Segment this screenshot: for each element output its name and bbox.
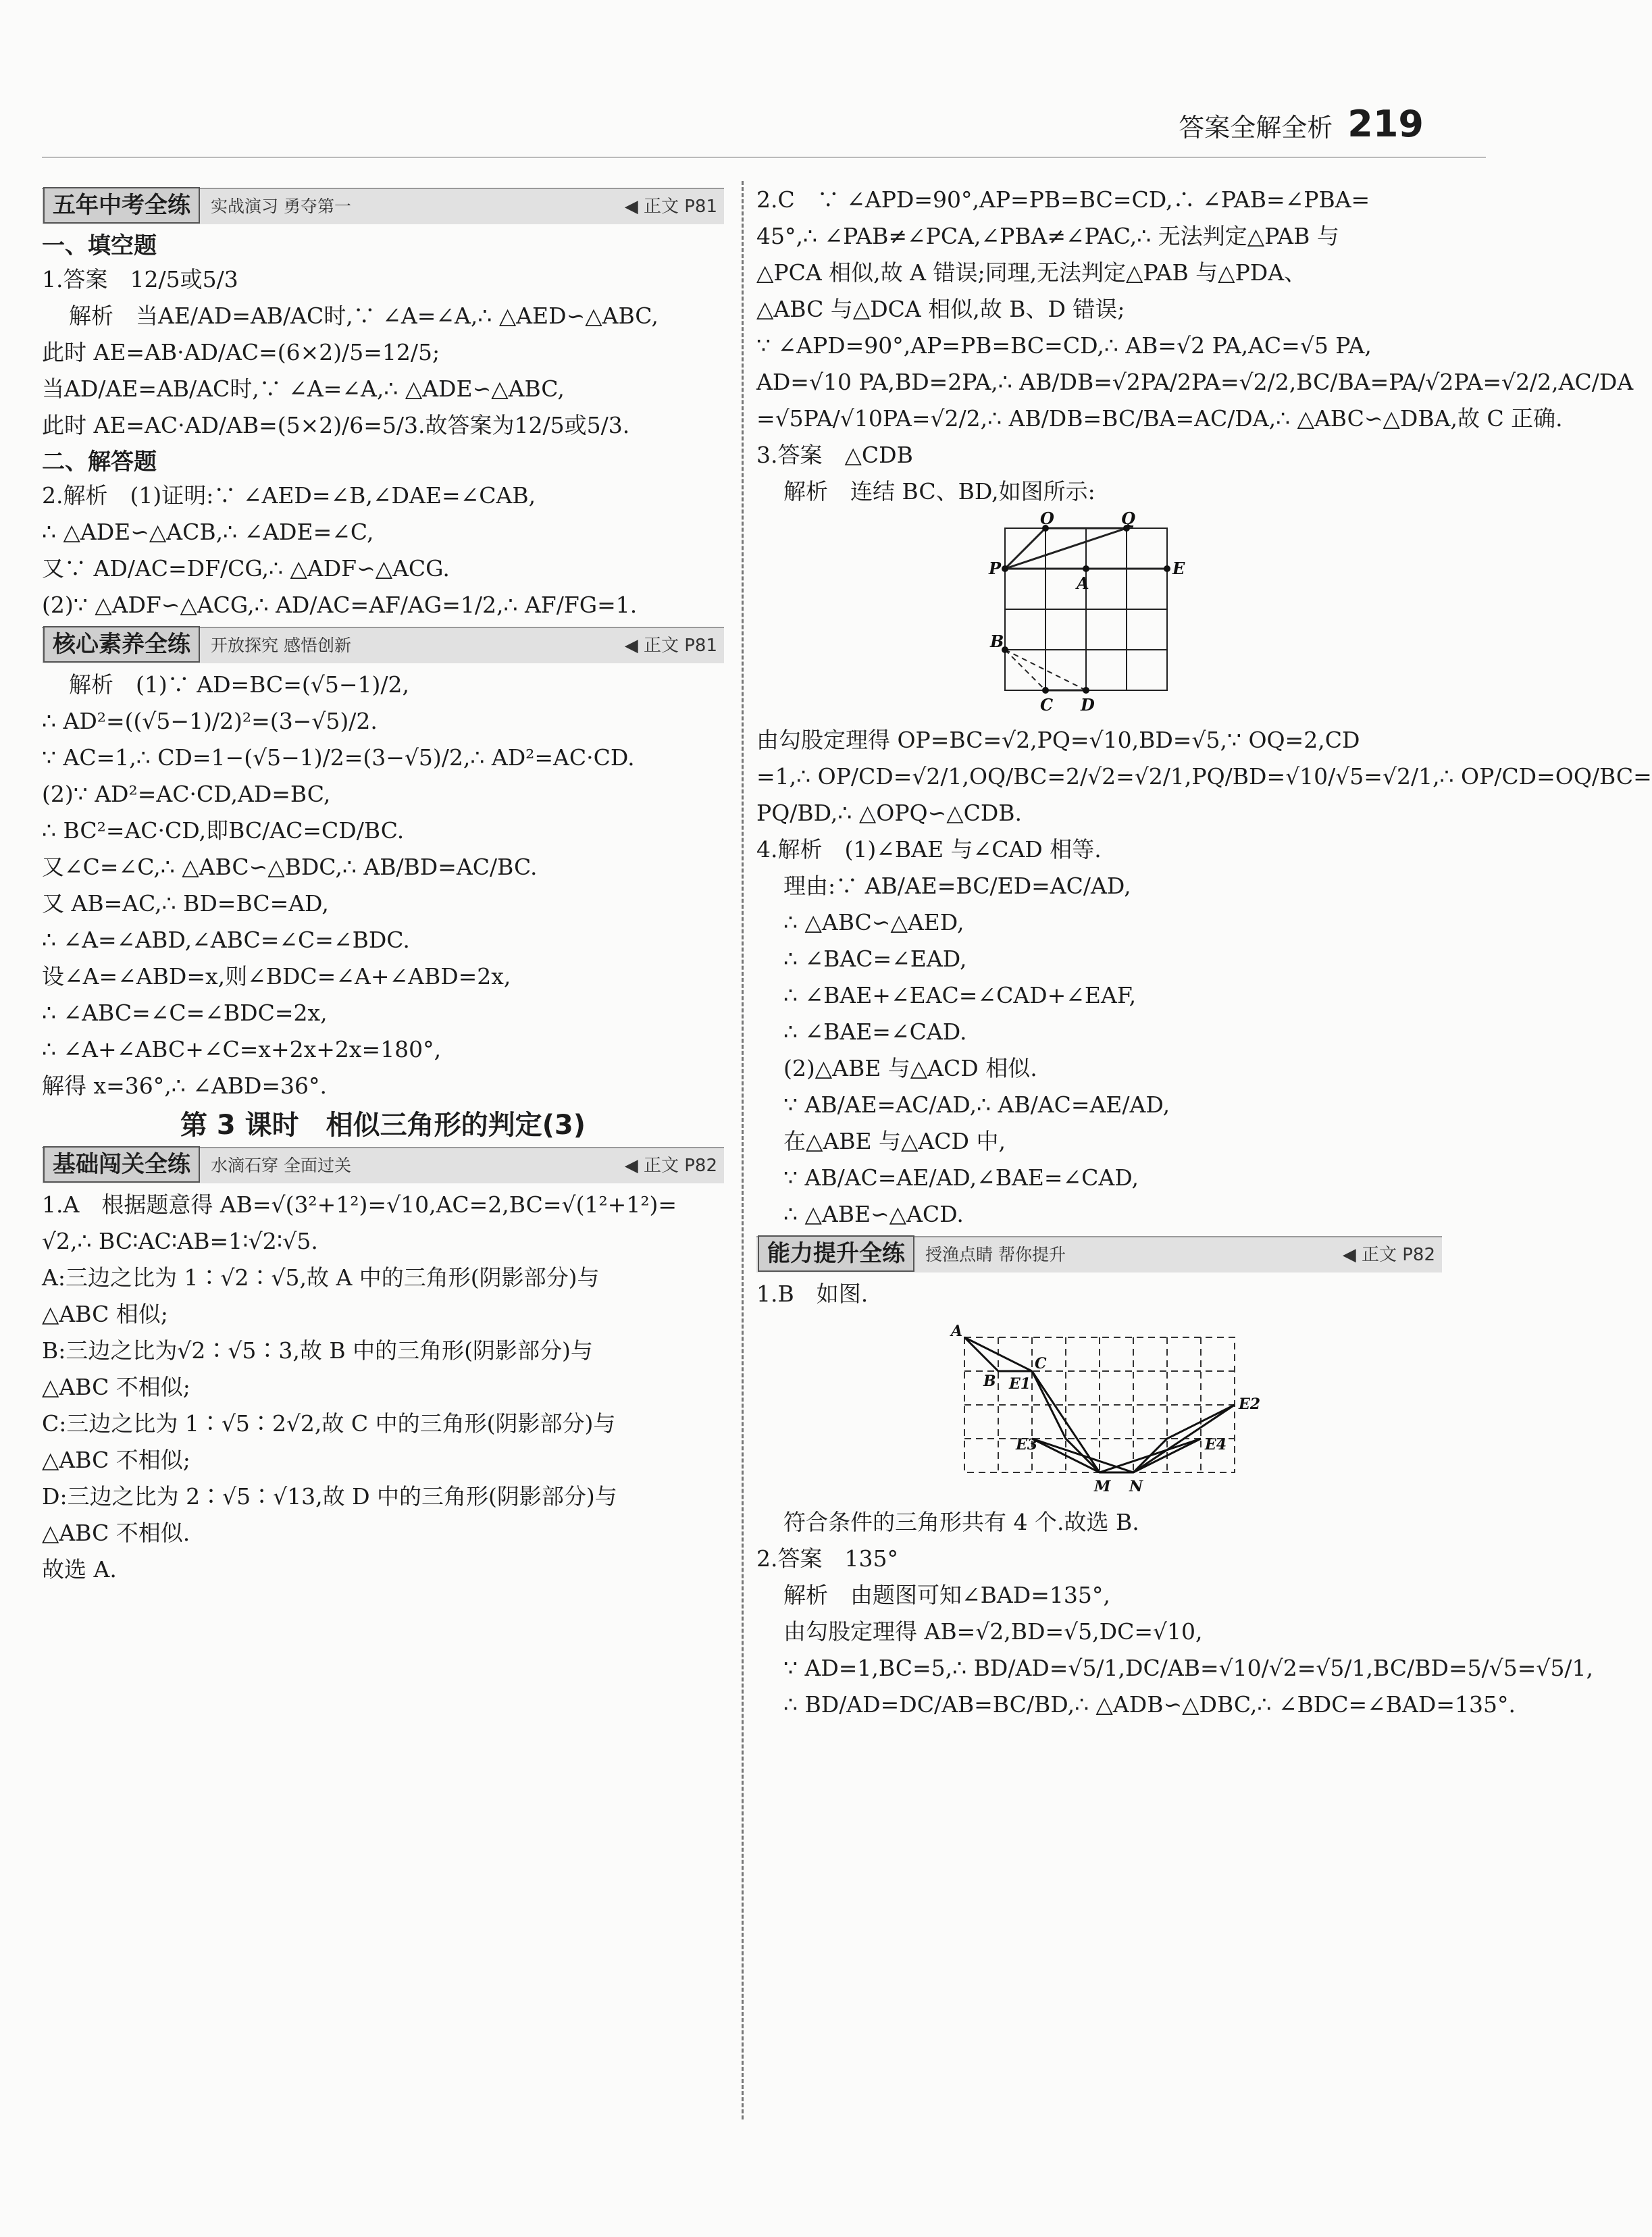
answer-line: 故选 A.	[42, 1556, 117, 1583]
answer-line: 解析 (1)∵ AD=BC=(√5−1)/2,	[69, 671, 409, 698]
answer-line: ∵ AB/AC=AE/AD,∠BAE=∠CAD,	[783, 1164, 1139, 1191]
answer-line: ∴ ∠BAC=∠EAD,	[783, 946, 967, 972]
lesson-title: 第 3 课时 相似三角形的判定(3)	[180, 1110, 586, 1141]
answer-line: 又 AB=AC,∴ BD=BC=AD,	[42, 890, 329, 917]
label-q: Q	[1120, 509, 1135, 528]
answer-line: 又∠C=∠C,∴ △ABC∽△BDC,∴ AB/BD=AC/BC.	[42, 854, 538, 880]
section-heading: 二、解答题	[42, 448, 157, 475]
answer-line: 45°,∴ ∠PAB≠∠PCA,∠PBA≠∠PAC,∴ 无法判定△PAB 与	[756, 223, 1339, 249]
banner-subtitle: 实战演习 勇夺第一	[211, 197, 351, 216]
label-e1: E1	[1008, 1375, 1031, 1393]
answer-line: ∵ AC=1,∴ CD=1−(√5−1)/2=(3−√5)/2,∴ AD²=AC·CD.	[42, 744, 635, 771]
label-c: C	[1039, 695, 1053, 715]
answer-line: D:三边之比为 2∶√5∶√13,故 D 中的三角形(阴影部分)与	[42, 1483, 617, 1510]
answer-line: △ABC 相似;	[42, 1301, 168, 1327]
answer-line: ∴ AD²=((√5−1)/2)²=(3−√5)/2.	[42, 708, 378, 734]
answer-line: 2.答案 135°	[756, 1545, 898, 1572]
answer-line: ∴ △ABC∽△AED,	[783, 909, 964, 935]
label-d: D	[1080, 695, 1095, 715]
section-heading: 一、填空题	[42, 232, 157, 259]
answer-line: C:三边之比为 1∶√5∶2√2,故 C 中的三角形(阴影部分)与	[42, 1410, 616, 1437]
answer-line: ∴ ∠A+∠ABC+∠C=x+2x+2x=180°,	[42, 1036, 442, 1062]
label-e2: E2	[1238, 1395, 1260, 1413]
label-c: C	[1034, 1355, 1047, 1372]
header-title: 答案全解全析	[1179, 113, 1333, 143]
label-p: P	[988, 559, 1001, 578]
section-banner	[42, 627, 724, 663]
answer-line: ∴ △ABE∽△ACD.	[783, 1201, 964, 1227]
answer-line: 设∠A=∠ABD=x,则∠BDC=∠A+∠ABD=2x,	[42, 963, 511, 989]
answer-line: ∴ ∠ABC=∠C=∠BDC=2x,	[42, 1000, 328, 1026]
left-column	[42, 182, 724, 1591]
answer-line: 又∵ AD/AC=DF/CG,∴ △ADF∽△ACG.	[42, 555, 450, 582]
answer-line: 理由:∵ AB/AE=BC/ED=AC/AD,	[783, 873, 1131, 899]
answer-line: B:三边之比为√2∶√5∶3,故 B 中的三角形(阴影部分)与	[42, 1337, 593, 1364]
section-banner	[756, 1236, 1442, 1272]
header-rule	[42, 157, 1486, 158]
answer-line: 4.解析 (1)∠BAE 与∠CAD 相等.	[756, 836, 1102, 863]
section-banner	[42, 188, 724, 224]
answer-line: ∴ BD/AD=DC/AB=BC/BD,∴ △ADB∽△DBC,∴ ∠BDC=∠BAD=135°.	[783, 1691, 1516, 1718]
label-b: B	[989, 632, 1004, 651]
banner-page-ref: ◀ 正文 P82	[624, 1156, 717, 1176]
answer-line: 3.答案 △CDB	[756, 442, 913, 468]
label-b: B	[983, 1372, 996, 1390]
grid-figure-opq	[756, 509, 1442, 717]
answer-line: 解得 x=36°,∴ ∠ABD=36°.	[42, 1073, 328, 1099]
answer-line: ∴ △ADE∽△ACB,∴ ∠ADE=∠C,	[42, 519, 374, 545]
label-a: A	[950, 1322, 962, 1340]
banner-title: 能力提升全练	[758, 1235, 914, 1272]
page-header	[1179, 103, 1424, 145]
banner-title: 基础闯关全练	[43, 1146, 200, 1183]
answer-line: 由勾股定理得 AB=√2,BD=√5,DC=√10,	[783, 1618, 1203, 1645]
answer-line: 1.A 根据题意得 AB=√(3²+1²)=√10,AC=2,BC=√(1²+1²)=	[42, 1191, 677, 1218]
right-column	[756, 182, 1652, 1726]
answer-line: 2.C ∵ ∠APD=90°,AP=PB=BC=CD,∴ ∠PAB=∠PBA=	[756, 186, 1370, 213]
answer-line: 解析 当AE/AD=AB/AC时,∵ ∠A=∠A,∴ △AED∽△ABC,	[69, 303, 659, 329]
answer-line: 此时 AE=AB·AD/AC=(6×2)/5=12/5;	[42, 339, 440, 365]
answer-line: 2.解析 (1)证明:∵ ∠AED=∠B,∠DAE=∠CAB,	[42, 482, 536, 509]
grid-figure-opq-svg	[978, 509, 1221, 717]
answer-line: 由勾股定理得 OP=BC=√2,PQ=√10,BD=√5,∵ OQ=2,CD	[756, 727, 1360, 753]
answer-line: √2,∴ BC∶AC∶AB=1∶√2∶√5.	[42, 1228, 318, 1254]
label-e4: E4	[1204, 1436, 1227, 1454]
grid-figure-mn	[756, 1317, 1442, 1499]
answer-line: ∵ AB/AE=AC/AD,∴ AB/AC=AE/AD,	[783, 1091, 1170, 1118]
banner-title: 核心素养全练	[43, 626, 200, 663]
banner-page-ref: ◀ 正文 P81	[624, 197, 717, 217]
answer-line: PQ/BD,∴ △OPQ∽△CDB.	[756, 800, 1023, 826]
page-number: 219	[1347, 103, 1424, 145]
answer-line: (2)∵ △ADF∽△ACG,∴ AD/AC=AF/AG=1/2,∴ AF/FG=1.	[42, 592, 638, 618]
column-divider	[742, 181, 744, 2119]
label-m: M	[1093, 1478, 1110, 1495]
answer-line: AD=√10 PA,BD=2PA,∴ AB/DB=√2PA/2PA=√2/2,BC/BA=PA/√2PA=√2/2,AC/DA	[756, 369, 1634, 395]
grid-figure-mn-svg	[944, 1317, 1260, 1499]
answer-line: △ABC 与△DCA 相似,故 B、D 错误;	[756, 296, 1125, 322]
answer-line: ∵ ∠APD=90°,AP=PB=BC=CD,∴ AB=√2 PA,AC=√5 PA,	[756, 332, 1372, 359]
banner-title: 五年中考全练	[43, 187, 200, 224]
answer-line: ∴ ∠BAE+∠EAC=∠CAD+∠EAF,	[783, 982, 1137, 1008]
label-a: A	[1076, 573, 1089, 593]
answer-line: (2)△ABE 与△ACD 相似.	[783, 1055, 1037, 1081]
banner-subtitle: 授渔点睛 帮你提升	[925, 1245, 1066, 1264]
answer-line: 此时 AE=AC·AD/AB=(5×2)/6=5/3.故答案为12/5或5/3.	[42, 412, 630, 438]
answer-line: △ABC 不相似;	[42, 1374, 190, 1400]
answer-line: △ABC 不相似.	[42, 1520, 190, 1546]
answer-line: ∵ AD=1,BC=5,∴ BD/AD=√5/1,DC/AB=√10/√2=√5/1,BC/BD=5/√5=√5/1,	[783, 1655, 1594, 1681]
banner-page-ref: ◀ 正文 P82	[1342, 1245, 1435, 1265]
answer-line: (2)∵ AD²=AC·CD,AD=BC,	[42, 781, 331, 807]
answer-line: 解析 连结 BC、BD,如图所示:	[783, 478, 1095, 505]
answer-line: ∴ BC²=AC·CD,即BC/AC=CD/BC.	[42, 817, 405, 844]
label-n: N	[1129, 1478, 1143, 1495]
banner-page-ref: ◀ 正文 P81	[624, 636, 717, 656]
label-e3: E3	[1015, 1436, 1037, 1454]
banner-subtitle: 开放探究 感悟创新	[211, 636, 351, 655]
answer-line: ∴ ∠BAE=∠CAD.	[783, 1019, 967, 1045]
answer-line: =√5PA/√10PA=√2/2,∴ AB/DB=BC/BA=AC/DA,∴ △ABC∽△DBA,故 C 正确.	[756, 405, 1563, 432]
label-e: E	[1172, 559, 1185, 578]
answer-line: A:三边之比为 1∶√2∶√5,故 A 中的三角形(阴影部分)与	[42, 1264, 600, 1291]
answer-line: △ABC 不相似;	[42, 1447, 190, 1473]
answer-line: 1.B 如图.	[756, 1281, 869, 1307]
banner-subtitle: 水滴石穿 全面过关	[211, 1156, 351, 1175]
answer-line: 解析 由题图可知∠BAD=135°,	[783, 1582, 1110, 1608]
answer-line: △PCA 相似,故 A 错误;同理,无法判定△PAB 与△PDA、	[756, 259, 1307, 286]
answer-line: 在△ABE 与△ACD 中,	[783, 1128, 1006, 1154]
label-o: O	[1039, 509, 1054, 528]
answer-line: 当AD/AE=AB/AC时,∵ ∠A=∠A,∴ △ADE∽△ABC,	[42, 376, 565, 402]
answer-line: 1.答案 12/5或5/3	[42, 266, 238, 292]
answer-line: 符合条件的三角形共有 4 个.故选 B.	[783, 1509, 1139, 1535]
section-banner	[42, 1147, 724, 1183]
answer-line: =1,∴ OP/CD=√2/1,OQ/BC=2/√2=√2/1,PQ/BD=√10/√5=√2/1,∴ OP/CD=OQ/BC=	[756, 763, 1652, 790]
answer-line: ∴ ∠A=∠ABD,∠ABC=∠C=∠BDC.	[42, 927, 410, 953]
